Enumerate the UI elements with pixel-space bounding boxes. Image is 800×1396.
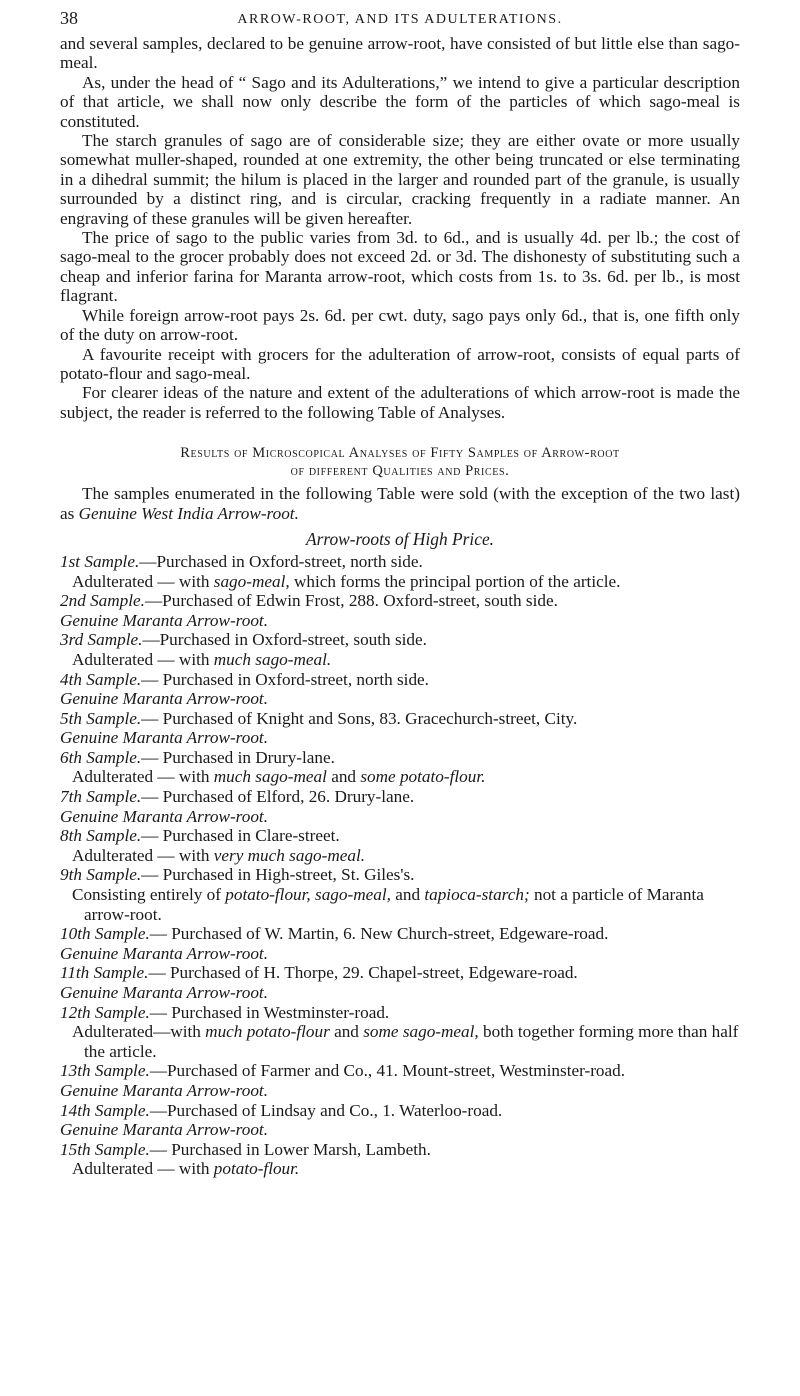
result-emphasis: Genuine Maranta Arrow-root. bbox=[60, 943, 268, 963]
result-text: and bbox=[390, 885, 425, 905]
sample-entry bbox=[60, 1003, 740, 1062]
result-emphasis: much potato-flour bbox=[205, 1022, 330, 1042]
sample-label: 8th Sample. bbox=[60, 826, 142, 846]
result-text: Adulterated — with bbox=[72, 571, 214, 591]
sample-label: 5th Sample. bbox=[60, 708, 142, 728]
result-emphasis: much sago-meal. bbox=[213, 649, 332, 669]
sample-entry bbox=[60, 924, 740, 963]
section-title-line: of different Qualities and Prices. bbox=[290, 463, 510, 480]
sample-label: 2nd Sample. bbox=[60, 591, 145, 611]
paragraph: A favourite receipt with grocers for the adulteration of arrow-root, consists of equal parts of potato-flour and sago-meal. bbox=[60, 344, 740, 383]
sample-heading bbox=[60, 963, 740, 983]
result-emphasis: potato-flour. bbox=[213, 1159, 300, 1179]
result-text: and bbox=[326, 767, 361, 787]
sample-result bbox=[60, 1022, 740, 1061]
sample-entry bbox=[60, 748, 740, 787]
result-emphasis: Genuine Maranta Arrow-root. bbox=[60, 1120, 268, 1140]
result-text: both together forming more than half the article. bbox=[84, 1022, 739, 1061]
sample-list bbox=[60, 552, 740, 1179]
sample-heading bbox=[60, 787, 740, 807]
paragraph: The price of sago to the public varies from 3d. to 6d., and is usually 4d. per lb.; the cost of sago-meal to the grocer probably does not exceed 2d. or 3d. The dishonesty of substituting such a cheap and inferior farina for Maranta arrow-root, which costs from 1s. to 3s. 6d. per lb., is most flagrant. bbox=[60, 228, 740, 306]
sample-purchase: —Purchased of Edwin Frost, 288. Oxford-street, south side. bbox=[144, 591, 558, 611]
sample-purchase: —Purchased in Oxford-street, north side. bbox=[139, 551, 423, 571]
section-title-line: Results of Microscopical Analyses of Fifty Samples of Arrow-root bbox=[180, 445, 620, 462]
paragraph: For clearer ideas of the nature and extent of the adulterations of which arrow-root is made the subject, the reader is referred to the following Table of Analyses. bbox=[60, 383, 740, 422]
sample-entry bbox=[60, 865, 740, 924]
sample-label: 9th Sample. bbox=[60, 865, 142, 885]
sample-entry bbox=[60, 709, 740, 748]
result-emphasis: some potato-flour. bbox=[360, 767, 486, 787]
sample-genuine bbox=[60, 944, 740, 964]
sample-purchase: —Purchased of Farmer and Co., 41. Mount-street, Westminster-road. bbox=[149, 1061, 626, 1081]
result-emphasis: potato-flour, sago-meal, bbox=[225, 885, 391, 905]
sample-entry bbox=[60, 826, 740, 865]
sample-purchase: — Purchased in Lower Marsh, Lambeth. bbox=[149, 1139, 431, 1159]
sample-purchase: —Purchased of Lindsay and Co., 1. Waterloo-road. bbox=[149, 1100, 503, 1120]
sample-entry bbox=[60, 1061, 740, 1100]
sample-genuine bbox=[60, 611, 740, 631]
sample-heading bbox=[60, 1003, 740, 1023]
sample-purchase: — Purchased of W. Martin, 6. New Church-street, Edgeware-road. bbox=[149, 924, 609, 944]
sample-label: 4th Sample. bbox=[60, 669, 142, 689]
paragraph: While foreign arrow-root pays 2s. 6d. per cwt. duty, sago pays only 6d., that is, one fifth only of the duty on arrow-root. bbox=[60, 305, 740, 345]
result-text: which forms the principal portion of the article. bbox=[289, 571, 621, 591]
sample-entry bbox=[60, 1101, 740, 1140]
sample-heading bbox=[60, 924, 740, 944]
sample-label: 13th Sample. bbox=[60, 1061, 150, 1081]
result-emphasis: tapioca-starch; bbox=[424, 885, 530, 905]
paragraph: As, under the head of “ Sago and its Adulterations,” we intend to give a particular description of that article, we shall now only describe the form of the particles of which sago-meal is constituted. bbox=[60, 72, 740, 131]
sample-purchase: —Purchased in Oxford-street, south side. bbox=[142, 630, 427, 650]
sample-entry bbox=[60, 670, 740, 709]
result-text: Adulterated — with bbox=[72, 845, 214, 865]
sample-result bbox=[60, 767, 740, 787]
sample-entry bbox=[60, 1140, 740, 1179]
result-emphasis: Genuine Maranta Arrow-root. bbox=[60, 806, 268, 826]
sample-genuine bbox=[60, 1081, 740, 1101]
sample-entry bbox=[60, 787, 740, 826]
sample-purchase: — Purchased in High-street, St. Giles's. bbox=[141, 865, 415, 885]
sample-genuine bbox=[60, 807, 740, 827]
sample-heading bbox=[60, 1140, 740, 1160]
result-emphasis: Genuine Maranta Arrow-root. bbox=[60, 728, 268, 748]
sample-heading bbox=[60, 591, 740, 611]
result-text: Adulterated—with bbox=[72, 1022, 206, 1042]
result-text: not a particle of Maranta arrow-root. bbox=[84, 885, 704, 924]
sample-label: 10th Sample. bbox=[60, 924, 150, 944]
sample-label: 6th Sample. bbox=[60, 747, 142, 767]
sample-heading bbox=[60, 826, 740, 846]
intro-text: The samples enumerated in the following Table were sold (with the exception of the two last) as bbox=[60, 484, 740, 523]
sample-purchase: — Purchased of Elford, 26. Drury-lane. bbox=[141, 787, 415, 807]
sample-purchase: — Purchased of H. Thorpe, 29. Chapel-street, Edgeware-road. bbox=[148, 963, 578, 983]
result-emphasis: Genuine Maranta Arrow-root. bbox=[60, 610, 268, 630]
paragraph: and several samples, declared to be genuine arrow-root, have consisted of but little else than sago-meal. bbox=[60, 34, 740, 73]
sample-entry bbox=[60, 591, 740, 630]
result-emphasis: Genuine Maranta Arrow-root. bbox=[60, 983, 268, 1002]
sample-result bbox=[60, 1159, 740, 1179]
result-emphasis: Genuine Maranta Arrow-root. bbox=[60, 689, 268, 709]
sample-label: 11th Sample. bbox=[60, 963, 149, 983]
sample-heading bbox=[60, 865, 740, 885]
result-text: Adulterated — with bbox=[72, 649, 214, 669]
sample-entry bbox=[60, 630, 740, 669]
sample-result bbox=[60, 846, 740, 866]
sample-heading bbox=[60, 552, 740, 572]
sample-purchase: — Purchased in Westminster-road. bbox=[149, 1002, 390, 1022]
sample-genuine bbox=[60, 983, 740, 1003]
sample-heading bbox=[60, 1061, 740, 1081]
sample-purchase: — Purchased in Drury-lane. bbox=[141, 747, 335, 767]
result-text: Adulterated — with bbox=[72, 767, 214, 787]
result-text: Consisting entirely of bbox=[72, 885, 226, 905]
sample-heading bbox=[60, 630, 740, 650]
sample-result bbox=[60, 650, 740, 670]
sample-result bbox=[60, 572, 740, 592]
page-number: 38 bbox=[60, 8, 78, 28]
section-intro bbox=[60, 484, 740, 523]
sub-heading: Arrow-roots of High Price. bbox=[305, 528, 495, 549]
sample-label: 15th Sample. bbox=[60, 1139, 150, 1159]
sample-label: 3rd Sample. bbox=[60, 630, 143, 650]
sample-entry bbox=[60, 552, 740, 591]
sample-heading bbox=[60, 670, 740, 690]
result-emphasis: sago-meal, bbox=[213, 571, 290, 591]
sample-genuine bbox=[60, 1120, 740, 1140]
result-emphasis: very much sago-meal. bbox=[213, 845, 366, 865]
running-head: ARROW-ROOT, AND ITS ADULTERATIONS. bbox=[237, 12, 563, 27]
sample-heading bbox=[60, 748, 740, 768]
result-text: Adulterated — with bbox=[72, 1159, 214, 1179]
sample-purchase: — Purchased in Clare-street. bbox=[141, 826, 340, 846]
page-header bbox=[60, 6, 740, 34]
result-emphasis: Genuine Maranta Arrow-root. bbox=[60, 1080, 268, 1100]
sample-label: 12th Sample. bbox=[60, 1002, 150, 1022]
sample-genuine bbox=[60, 689, 740, 709]
result-emphasis: some sago-meal, bbox=[363, 1022, 479, 1042]
section-title bbox=[60, 444, 740, 480]
body-text bbox=[60, 34, 740, 422]
sample-purchase: — Purchased of Knight and Sons, 83. Gracechurch-street, City. bbox=[141, 708, 578, 728]
sample-genuine bbox=[60, 728, 740, 748]
sample-label: 7th Sample. bbox=[60, 787, 142, 807]
intro-emphasis: Genuine West India Arrow-root. bbox=[78, 503, 299, 523]
sample-label: 1st Sample. bbox=[60, 551, 140, 571]
result-text: and bbox=[329, 1022, 364, 1042]
sample-label: 14th Sample. bbox=[60, 1100, 150, 1120]
sample-heading bbox=[60, 709, 740, 729]
result-emphasis: much sago-meal bbox=[213, 767, 327, 787]
sample-heading bbox=[60, 1101, 740, 1121]
paragraph: The starch granules of sago are of considerable size; they are either ovate or more usually somewhat muller-shaped, rounded at one extremity, the other being truncated or else terminating in a dihedral summit; the hilum is placed in the larger and rounded part of the granule, is usually surrounded by a distinct ring, and is circular, cracking frequently in a radiate manner. An engraving of these granules will be given hereafter. bbox=[60, 131, 740, 228]
sample-purchase: — Purchased in Oxford-street, north side. bbox=[141, 669, 429, 689]
sample-entry bbox=[60, 963, 740, 1002]
sample-result bbox=[60, 885, 740, 924]
